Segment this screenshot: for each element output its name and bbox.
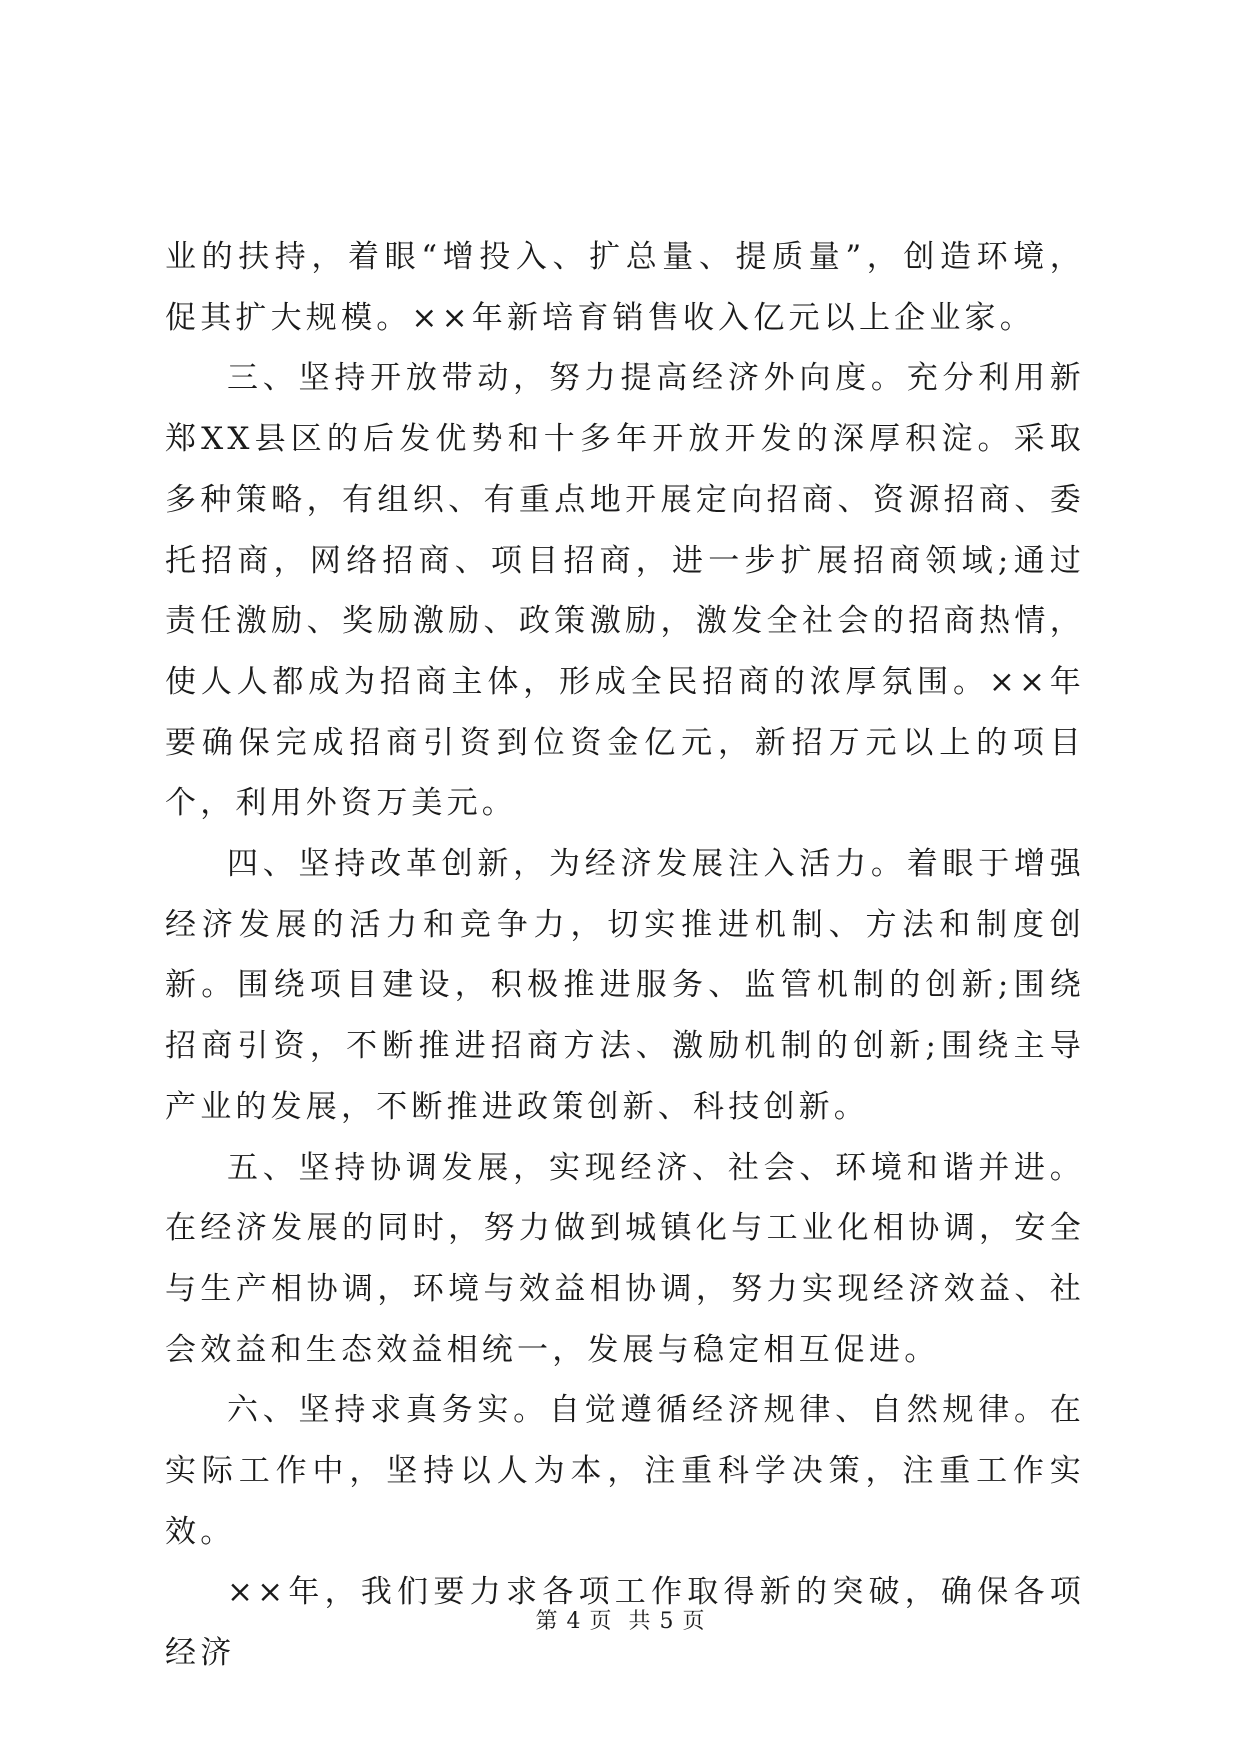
paragraph-6: ××年，我们要力求各项工作取得新的突破，确保各项经济 bbox=[165, 1574, 1085, 1672]
document-body bbox=[165, 227, 1085, 1684]
page-footer bbox=[0, 1604, 1241, 1635]
paragraph-5: 六、坚持求真务实。自觉遵循经济规律、自然规律。在实际工作中，坚持以人为本，注重科学决策，注重工作实效。 bbox=[165, 1392, 1085, 1550]
paragraph-2: 三、坚持开放带动，努力提高经济外向度。充分利用新郑XX县区的后发优势和十多年开放开发的深厚积淀。采取多种策略，有组织、有重点地开展定向招商、资源招商、委托招商，网络招商、项目招商，进一步扩展招商领域;通过责任激励、奖励激励、政策激励，激发全社会的招商热情，使人人都成为招商主体，形成全民招商的浓厚氛围。××年要确保完成招商引资到位资金亿元，新招万元以上的项目个，利用外资万美元。 bbox=[165, 360, 1085, 822]
paragraph-3: 四、坚持改革创新，为经济发展注入活力。着眼于增强经济发展的活力和竞争力，切实推进机制、方法和制度创新。围绕项目建设，积极推进服务、监管机制的创新;围绕招商引资，不断推进招商方法、激励机制的创新;围绕主导产业的发展，不断推进政策创新、科技创新。 bbox=[165, 846, 1085, 1125]
paragraph-1: 业的扶持，着眼“增投入、扩总量、提质量”，创造环境，促其扩大规模。××年新培育销售收入亿元以上企业家。 bbox=[165, 239, 1085, 336]
paragraph-4: 五、坚持协调发展，实现经济、社会、环境和谐并进。在经济发展的同时，努力做到城镇化与工业化相协调，安全与生产相协调，环境与效益相协调，努力实现经济效益、社会效益和生态效益相统一，发展与稳定相互促进。 bbox=[165, 1149, 1085, 1368]
page-number-label: 第 4 页 共 5 页 bbox=[535, 1609, 706, 1634]
